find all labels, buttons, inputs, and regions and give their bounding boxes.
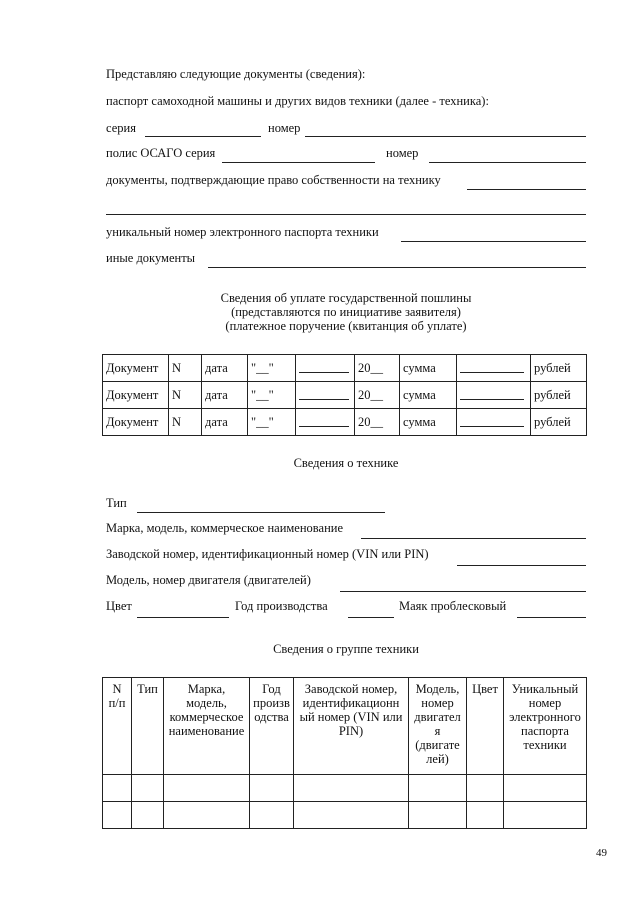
tech-beacon-label: Маяк проблесковый bbox=[399, 599, 507, 613]
page-number: 49 bbox=[596, 847, 607, 859]
tech-beacon-field[interactable] bbox=[517, 617, 586, 618]
ownership-label: документы, подтверждающие право собственности на технику bbox=[106, 173, 441, 187]
tech-serial-label: Заводской номер, идентификационный номер (VIN или PIN) bbox=[106, 547, 429, 561]
group-cell[interactable] bbox=[164, 802, 250, 829]
payment-subtitle: (представляются по инициативе заявителя) bbox=[231, 305, 461, 319]
payment-currency-label: рублей bbox=[531, 355, 587, 382]
payment-doc-label: Документ bbox=[103, 382, 169, 409]
payment-table bbox=[102, 354, 587, 436]
payment-sum-label: сумма bbox=[400, 409, 457, 436]
series-label: серия bbox=[106, 121, 136, 135]
group-header-row bbox=[103, 678, 587, 775]
group-row bbox=[103, 775, 587, 802]
group-col-brand: Марка, модель, коммерческое наименование bbox=[164, 678, 250, 775]
payment-sum-label: сумма bbox=[400, 382, 457, 409]
osago-number-field[interactable] bbox=[429, 162, 586, 163]
payment-month-field[interactable] bbox=[296, 382, 355, 409]
payment-month-field[interactable] bbox=[296, 355, 355, 382]
group-cell[interactable] bbox=[250, 775, 294, 802]
payment-day-field[interactable]: "__" bbox=[248, 355, 296, 382]
payment-sum-field[interactable] bbox=[457, 409, 531, 436]
group-col-type: Тип bbox=[132, 678, 164, 775]
ownership-field[interactable] bbox=[467, 189, 586, 190]
group-col-serial: Заводской номер, идентификационн ый номер (VIN или PIN) bbox=[294, 678, 409, 775]
epassport-field[interactable] bbox=[401, 241, 586, 242]
payment-currency-label: рублей bbox=[531, 382, 587, 409]
payment-year-field[interactable]: 20__ bbox=[355, 382, 400, 409]
tech-type-field[interactable] bbox=[137, 512, 385, 513]
osago-series-field[interactable] bbox=[222, 162, 375, 163]
osago-series-label: полис ОСАГО серия bbox=[106, 146, 216, 160]
group-cell[interactable] bbox=[103, 802, 132, 829]
payment-day-field[interactable]: "__" bbox=[248, 409, 296, 436]
docs-intro: Представляю следующие документы (сведения): bbox=[106, 67, 366, 81]
tech-color-label: Цвет bbox=[106, 599, 132, 613]
ownership-field-line2[interactable] bbox=[106, 214, 586, 215]
other-docs-label: иные документы bbox=[106, 251, 196, 265]
payment-row bbox=[103, 409, 587, 436]
group-cell[interactable] bbox=[467, 775, 504, 802]
group-cell[interactable] bbox=[409, 775, 467, 802]
group-col-epassport: Уникальный номер электронного паспорта техники bbox=[504, 678, 587, 775]
series-field[interactable] bbox=[145, 136, 261, 137]
group-cell[interactable] bbox=[504, 802, 587, 829]
payment-row bbox=[103, 382, 587, 409]
payment-doc-label: Документ bbox=[103, 409, 169, 436]
tech-title: Сведения о технике bbox=[293, 456, 399, 470]
group-cell[interactable] bbox=[409, 802, 467, 829]
group-table bbox=[102, 677, 587, 829]
payment-subtitle-2: (платежное поручение (квитанция об уплате) bbox=[225, 319, 467, 333]
tech-brand-label: Марка, модель, коммерческое наименование bbox=[106, 521, 343, 535]
payment-row bbox=[103, 355, 587, 382]
tech-type-label: Тип bbox=[106, 496, 127, 510]
tech-engine-field[interactable] bbox=[340, 591, 586, 592]
group-cell[interactable] bbox=[504, 775, 587, 802]
payment-month-field[interactable] bbox=[296, 409, 355, 436]
group-cell[interactable] bbox=[132, 802, 164, 829]
passport-label: паспорт самоходной машины и других видов техники (далее - техника): bbox=[106, 94, 489, 108]
group-row bbox=[103, 802, 587, 829]
tech-year-field[interactable] bbox=[348, 617, 394, 618]
group-cell[interactable] bbox=[132, 775, 164, 802]
group-cell[interactable] bbox=[103, 775, 132, 802]
tech-serial-field[interactable] bbox=[457, 565, 586, 566]
group-cell[interactable] bbox=[164, 775, 250, 802]
payment-date-label: дата bbox=[202, 355, 248, 382]
group-col-engine: Модель, номер двигател я (двигате лей) bbox=[409, 678, 467, 775]
epassport-label: уникальный номер электронного паспорта техники bbox=[106, 225, 379, 239]
tech-engine-label: Модель, номер двигателя (двигателей) bbox=[106, 573, 311, 587]
payment-sum-field[interactable] bbox=[457, 382, 531, 409]
payment-date-label: дата bbox=[202, 409, 248, 436]
group-col-color: Цвет bbox=[467, 678, 504, 775]
payment-title: Сведения об уплате государственной пошлины bbox=[220, 291, 472, 305]
payment-n-label: N bbox=[169, 409, 202, 436]
payment-day-field[interactable]: "__" bbox=[248, 382, 296, 409]
payment-n-label: N bbox=[169, 355, 202, 382]
group-col-number: N п/п bbox=[103, 678, 132, 775]
payment-currency-label: рублей bbox=[531, 409, 587, 436]
tech-brand-field[interactable] bbox=[361, 538, 586, 539]
payment-date-label: дата bbox=[202, 382, 248, 409]
other-docs-field[interactable] bbox=[208, 267, 586, 268]
group-cell[interactable] bbox=[294, 802, 409, 829]
tech-color-field[interactable] bbox=[137, 617, 229, 618]
payment-year-field[interactable]: 20__ bbox=[355, 409, 400, 436]
payment-sum-label: сумма bbox=[400, 355, 457, 382]
number-label: номер bbox=[268, 121, 301, 135]
tech-year-label: Год производства bbox=[235, 599, 328, 613]
group-cell[interactable] bbox=[467, 802, 504, 829]
payment-doc-label: Документ bbox=[103, 355, 169, 382]
osago-number-label: номер bbox=[386, 146, 419, 160]
group-title: Сведения о группе техники bbox=[273, 642, 419, 656]
payment-sum-field[interactable] bbox=[457, 355, 531, 382]
group-col-year: Год произв одства bbox=[250, 678, 294, 775]
payment-year-field[interactable]: 20__ bbox=[355, 355, 400, 382]
number-field[interactable] bbox=[305, 136, 586, 137]
group-cell[interactable] bbox=[250, 802, 294, 829]
group-cell[interactable] bbox=[294, 775, 409, 802]
payment-n-label: N bbox=[169, 382, 202, 409]
